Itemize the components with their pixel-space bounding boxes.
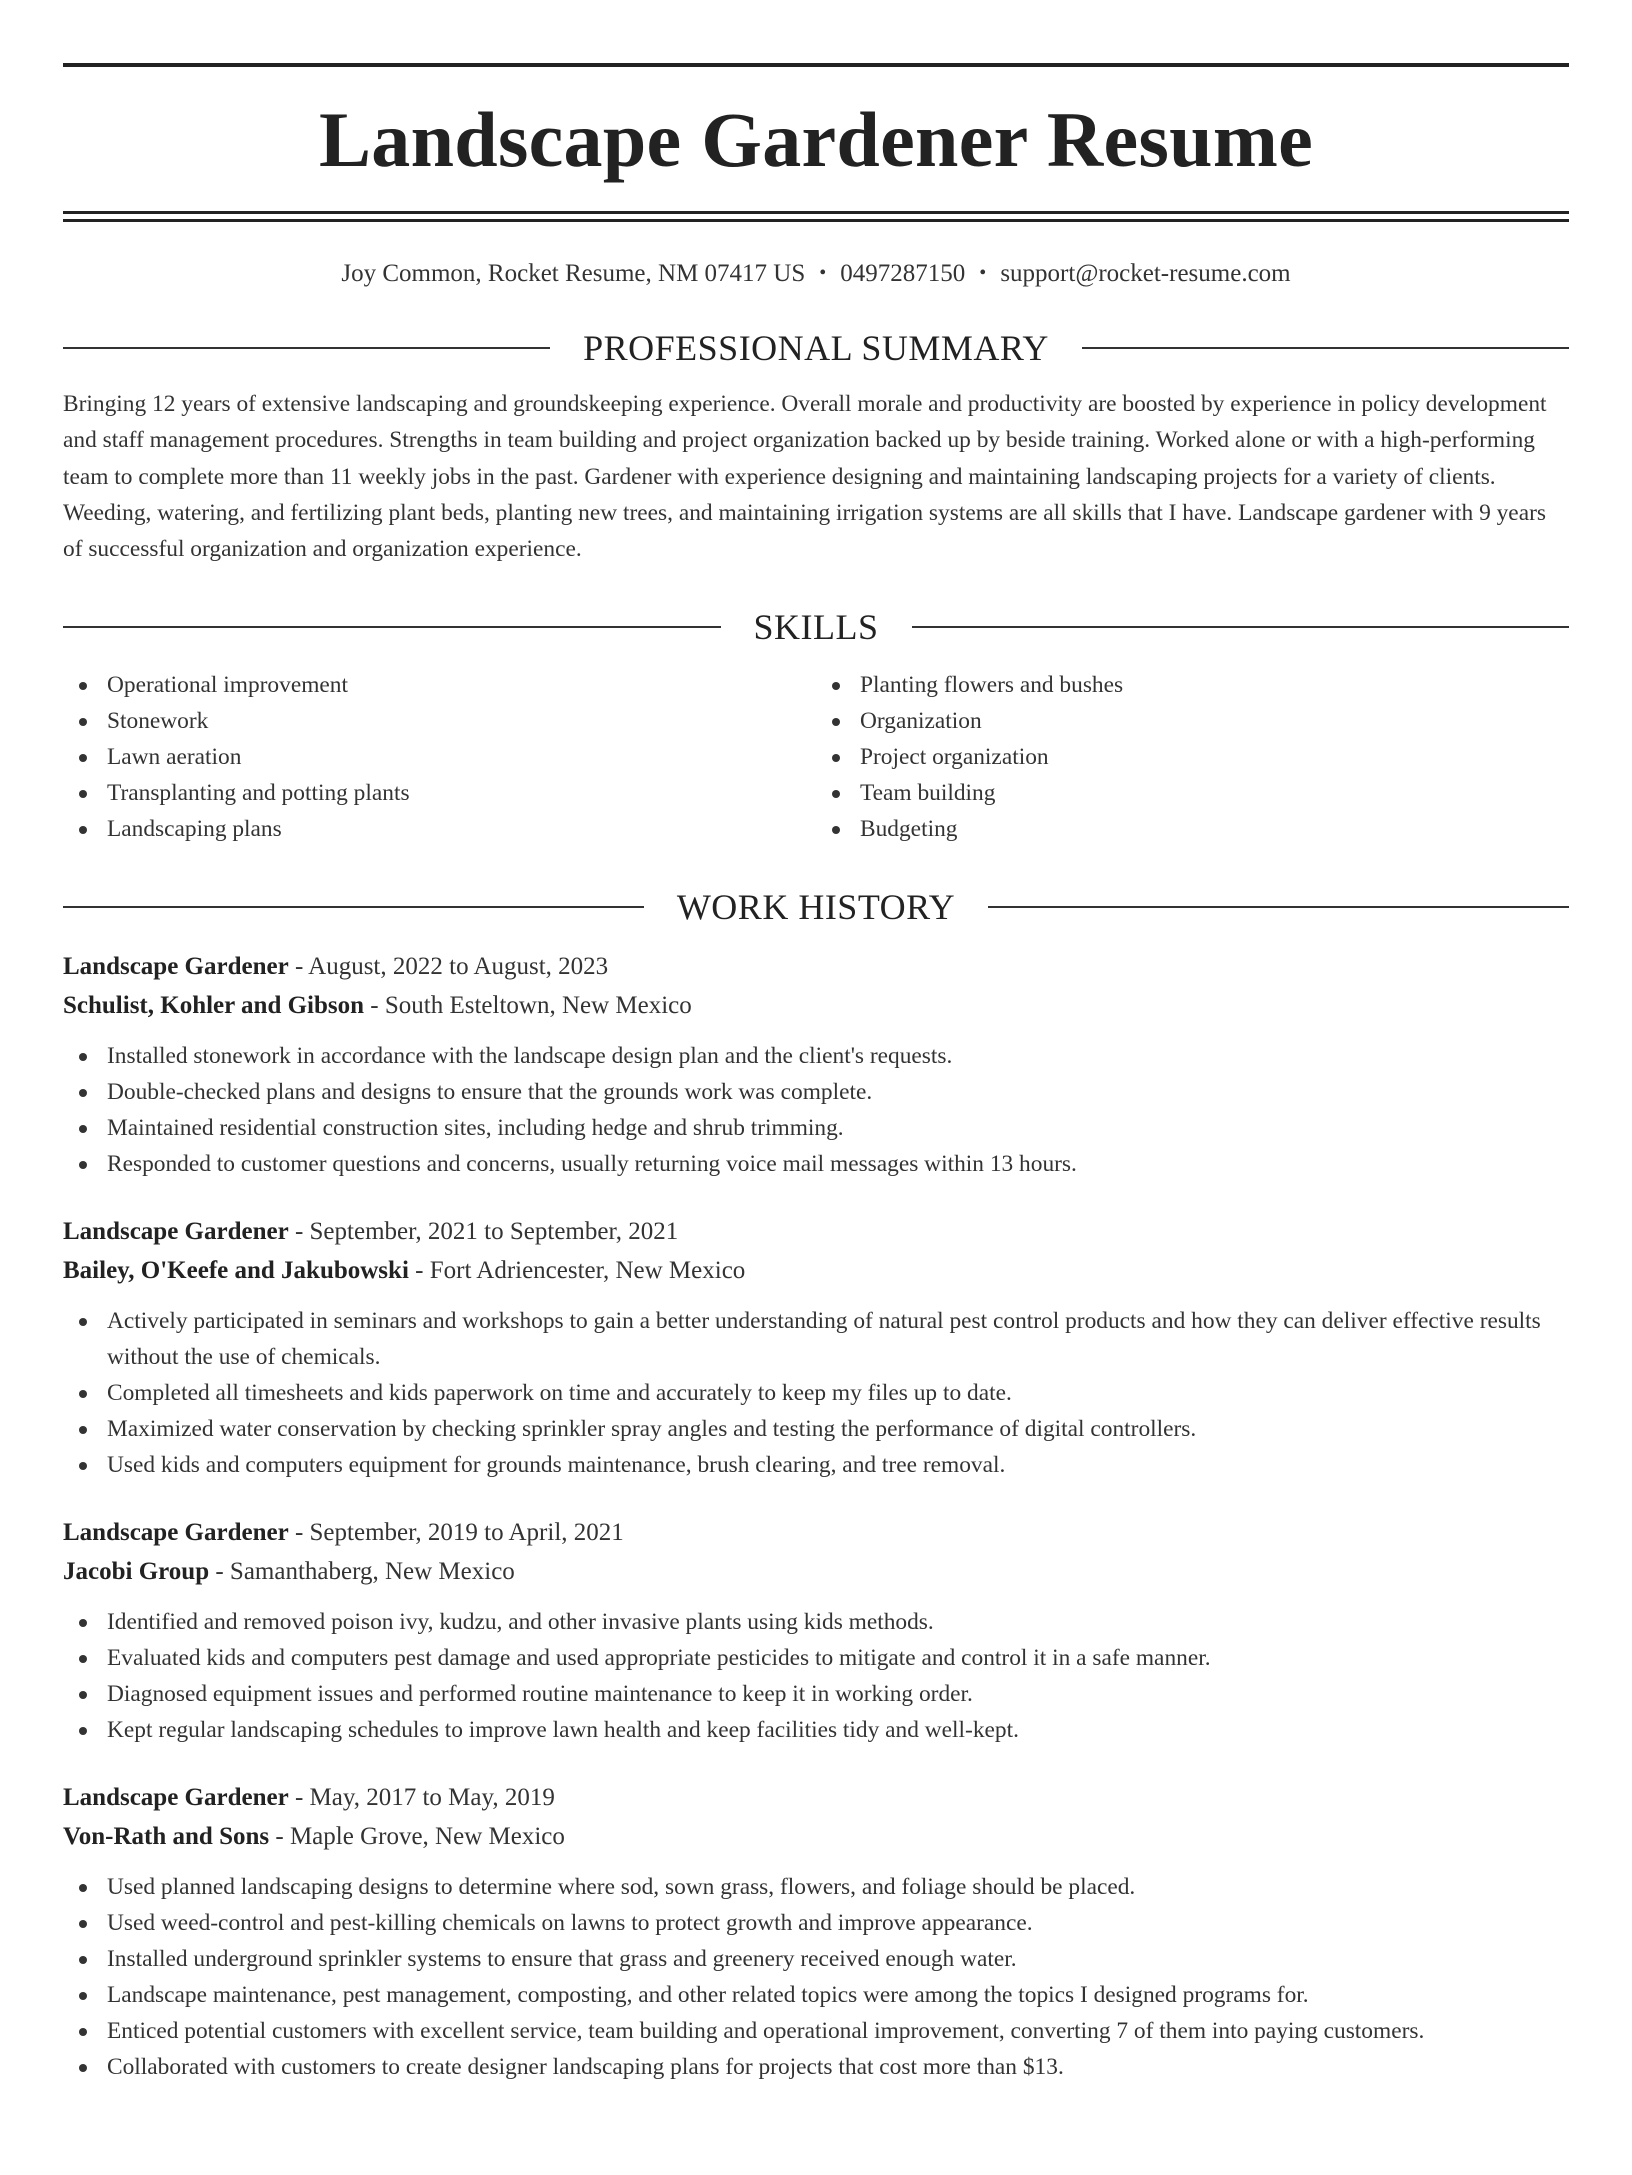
job-company: Von-Rath and Sons xyxy=(63,1823,270,1851)
section-heading-summary xyxy=(63,330,1569,366)
job-bullet: Maintained residential construction sites, including hedge and shrub trimming. xyxy=(63,1110,1569,1146)
job-bullet: Installed underground sprinkler systems to ensure that grass and greenery received enough water. xyxy=(63,1941,1569,1977)
skill-item: Lawn aeration xyxy=(63,739,816,775)
skills-columns xyxy=(63,667,1569,847)
job-title-line xyxy=(63,1212,1569,1251)
summary-paragraph: Bringing 12 years of extensive landscaping and groundskeeping experience. Overall morale and productivity are boosted by experience in policy development and staff management procedures. Strengths in team building and project organization backed up by beside training. Worked alone or with a high-performing team to complete more than 11 weekly jobs in the past. Gardener with experience designing and maintaining landscaping projects for a variety of clients. Weeding, watering, and fertilizing plant beds, planting new trees, and maintaining irrigation systems are all skills that I have. Landscape gardener with 9 years of successful organization and organization experience. xyxy=(63,391,1547,563)
heading-rule-left xyxy=(63,626,721,628)
contact-email: support@rocket-resume.com xyxy=(1000,260,1291,287)
job-bullet: Diagnosed equipment issues and performed routine maintenance to keep it in working order. xyxy=(63,1676,1569,1712)
job-bullet: Landscape maintenance, pest management, composting, and other related topics were among the topics I designed programs for. xyxy=(63,1977,1569,2013)
job-dates: - September, 2021 to September, 2021 xyxy=(288,1218,679,1246)
job-title-line xyxy=(63,1778,1569,1817)
job-bullet: Installed stonework in accordance with the landscape design plan and the client's requests. xyxy=(63,1038,1569,1074)
contact-phone: 0497287150 xyxy=(840,260,966,287)
job-company: Schulist, Kohler and Gibson xyxy=(63,992,365,1020)
job-bullets xyxy=(63,1604,1569,1748)
job-company-line xyxy=(63,986,1569,1025)
heading-rule-right xyxy=(988,906,1569,908)
job-bullets xyxy=(63,1869,1569,2085)
heading-rule-left xyxy=(63,906,644,908)
job-location: - Fort Adriencester, New Mexico xyxy=(408,1257,746,1285)
skill-item: Stonework xyxy=(63,703,816,739)
job-entry xyxy=(63,947,1569,1182)
skill-item: Project organization xyxy=(816,739,1569,775)
title-double-rule xyxy=(63,211,1569,222)
section-heading-skills xyxy=(63,607,1569,648)
job-company-line xyxy=(63,1251,1569,1290)
section-heading-work xyxy=(63,887,1569,928)
job-title-line xyxy=(63,1513,1569,1552)
bullet-separator: • xyxy=(819,262,827,284)
job-dates: - September, 2019 to April, 2021 xyxy=(288,1519,624,1547)
contact-address: Joy Common, Rocket Resume, NM 07417 US xyxy=(341,260,806,287)
job-bullets xyxy=(63,1038,1569,1182)
job-bullet: Collaborated with customers to create designer landscaping plans for projects that cost more than $13. xyxy=(63,2049,1569,2085)
skills-list-left xyxy=(63,667,816,847)
job-bullet: Enticed potential customers with excellent service, team building and operational improvement, converting 7 of them into paying customers. xyxy=(63,2013,1569,2049)
job-bullet: Maximized water conservation by checking sprinkler spray angles and testing the performance of digital controllers. xyxy=(63,1411,1569,1447)
skill-item: Planting flowers and bushes xyxy=(816,667,1569,703)
job-bullet: Identified and removed poison ivy, kudzu, and other invasive plants using kids methods. xyxy=(63,1604,1569,1640)
job-bullets xyxy=(63,1303,1569,1483)
skill-item: Budgeting xyxy=(816,811,1569,847)
job-entry xyxy=(63,1513,1569,1748)
job-entry xyxy=(63,1778,1569,2085)
job-company-line xyxy=(63,1817,1569,1856)
skill-item: Team building xyxy=(816,775,1569,811)
job-dates: - May, 2017 to May, 2019 xyxy=(288,1784,555,1812)
job-company: Jacobi Group xyxy=(63,1558,210,1586)
job-title: Landscape Gardener xyxy=(63,1218,289,1246)
job-title: Landscape Gardener xyxy=(63,1519,289,1547)
job-bullet: Actively participated in seminars and workshops to gain a better understanding of natural pest control products and how they can deliver effective results without the use of chemicals. xyxy=(63,1303,1569,1375)
job-bullet: Used weed-control and pest-killing chemicals on lawns to protect growth and improve appearance. xyxy=(63,1905,1569,1941)
skills-list-right xyxy=(816,667,1569,847)
job-title: Landscape Gardener xyxy=(63,1784,289,1812)
job-entry xyxy=(63,1212,1569,1483)
job-title-line xyxy=(63,947,1569,986)
section-title: PROFESSIONAL SUMMARY xyxy=(583,328,1049,368)
job-title: Landscape Gardener xyxy=(63,953,289,981)
job-bullet: Kept regular landscaping schedules to improve lawn health and keep facilities tidy and well-kept. xyxy=(63,1712,1569,1748)
job-dates: - August, 2022 to August, 2023 xyxy=(288,953,609,981)
section-title: WORK HISTORY xyxy=(676,887,956,928)
heading-rule-right xyxy=(1082,347,1569,349)
top-rule xyxy=(63,63,1569,67)
resume-title: Landscape Gardener Resume xyxy=(318,96,1314,183)
bullet-separator: • xyxy=(979,262,987,284)
job-location: - Maple Grove, New Mexico xyxy=(269,1823,565,1851)
skill-item: Operational improvement xyxy=(63,667,816,703)
heading-rule-left xyxy=(63,347,550,349)
section-title: SKILLS xyxy=(753,607,879,648)
resume-page xyxy=(0,63,1632,2175)
skill-item: Transplanting and potting plants xyxy=(63,775,816,811)
job-bullet: Double-checked plans and designs to ensure that the grounds work was complete. xyxy=(63,1074,1569,1110)
job-location: - South Esteltown, New Mexico xyxy=(364,992,692,1020)
skill-item: Organization xyxy=(816,703,1569,739)
contact-line xyxy=(63,260,1569,288)
job-bullet: Used kids and computers equipment for grounds maintenance, brush clearing, and tree removal. xyxy=(63,1447,1569,1483)
skill-item: Landscaping plans xyxy=(63,811,816,847)
job-bullet: Evaluated kids and computers pest damage and used appropriate pesticides to mitigate and control it in a safe manner. xyxy=(63,1640,1569,1676)
heading-rule-right xyxy=(912,626,1570,628)
job-company-line xyxy=(63,1552,1569,1591)
job-bullet: Responded to customer questions and concerns, usually returning voice mail messages within 13 hours. xyxy=(63,1146,1569,1182)
job-company: Bailey, O'Keefe and Jakubowski xyxy=(63,1257,409,1285)
job-bullet: Completed all timesheets and kids paperwork on time and accurately to keep my files up to date. xyxy=(63,1375,1569,1411)
job-location: - Samanthaberg, New Mexico xyxy=(209,1558,515,1586)
job-bullet: Used planned landscaping designs to determine where sod, sown grass, flowers, and foliage should be placed. xyxy=(63,1869,1569,1905)
